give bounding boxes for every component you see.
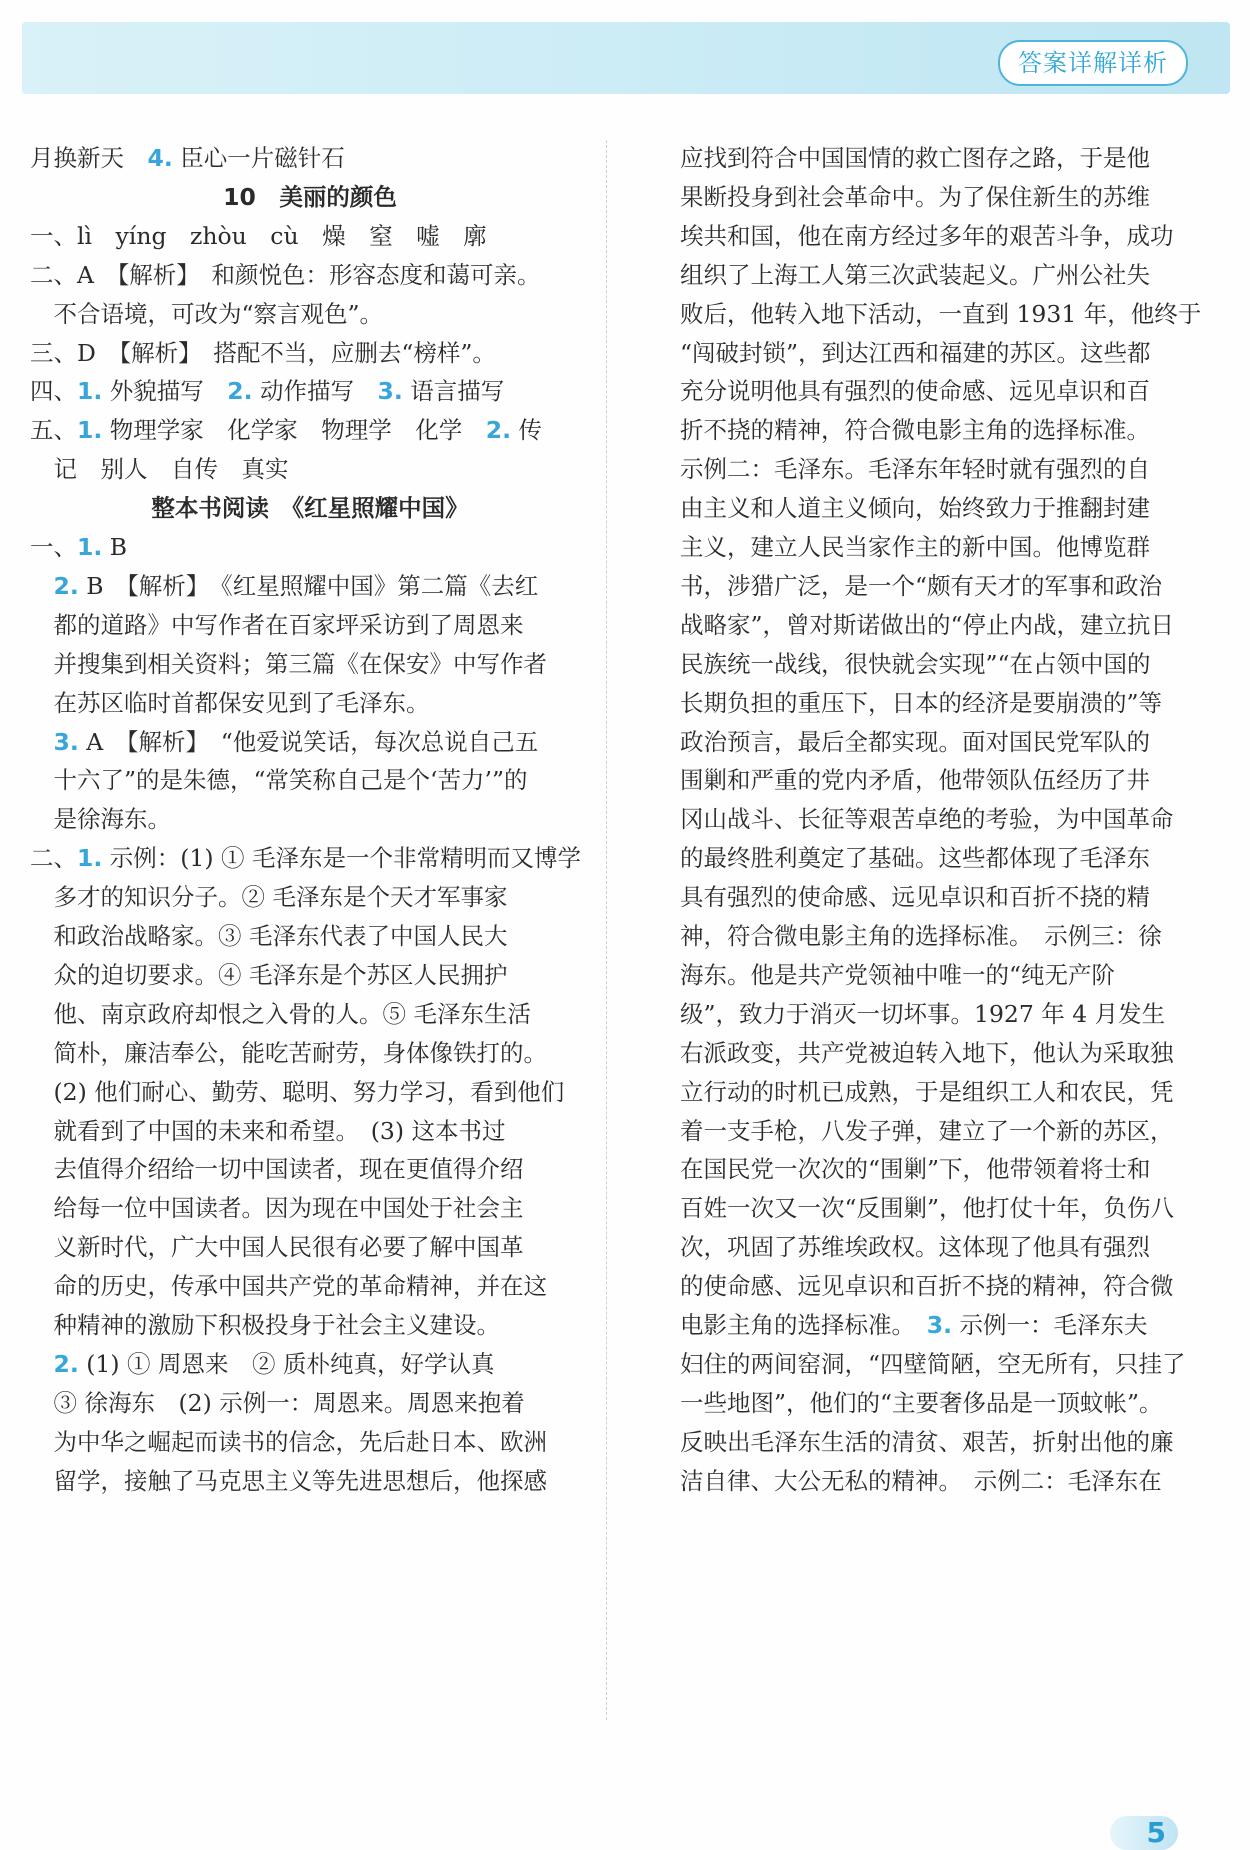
text-segment: 种精神的激励下积极投身于社会主义建设。: [30, 1311, 500, 1339]
text-segment: 留学，接触了马克思主义等先进思想后，他探感: [30, 1466, 547, 1495]
item-number: 3.: [53, 727, 79, 756]
text-segment: 的最终胜利奠定了基础。这些都体现了毛泽东: [680, 844, 1150, 873]
text-segment: (1) ① 周恩来 ② 质朴纯真，好学认真: [78, 1349, 495, 1378]
text-segment: 月换新天: [30, 144, 148, 172]
item-number: 1.: [77, 533, 103, 561]
text-segment: 洁自律、大公无私的精神。 示例二：毛泽东在: [680, 1466, 1162, 1495]
text-segment: 电影主角的选择标准。: [680, 1311, 927, 1339]
answer-badge: 答案详解详析: [998, 40, 1188, 86]
text-segment: 长期负担的重压下，日本的经济是要崩溃的”等: [680, 688, 1163, 717]
text-segment: 给每一位中国读者。因为现在中国处于社会主: [30, 1194, 524, 1223]
text-segment: 具有强烈的使命感、远见卓识和百折不挠的精: [680, 883, 1150, 912]
text-segment: 众的迫切要求。④ 毛泽东是个苏区人民拥护: [30, 960, 508, 989]
text-segment: 主义，建立人民当家作主的新中国。他博览群: [680, 533, 1150, 561]
text-segment: 为中华之崛起而读书的信念，先后赴日本、欧洲: [30, 1427, 547, 1456]
text-segment: 民族统一战线，很快就会实现”“在占领中国的: [680, 649, 1151, 678]
text-segment: 臣心一片磁针石: [172, 144, 345, 172]
text-segment: 是徐海东。: [30, 805, 171, 834]
text-line: 10 美丽的颜色: [223, 182, 397, 211]
text-segment: 四、: [30, 377, 77, 406]
text-segment: 在国民党一次次的“围剿”下，他带领着将士和: [680, 1155, 1151, 1184]
text-segment: 次，巩固了苏维埃政权。这体现了他具有强烈: [680, 1233, 1150, 1262]
text-segment: 动作描写: [252, 377, 378, 406]
text-segment: 都的道路》中写作者在百家坪采访到了周恩来: [30, 610, 524, 639]
text-segment: 埃共和国，他在南方经过多年的艰苦斗争，成功: [680, 221, 1174, 250]
text-segment: [30, 728, 54, 756]
text-segment: B 【解析】 《红星照耀中国》第二篇《去红: [78, 571, 539, 600]
page-number: 5: [1110, 1816, 1178, 1850]
text-segment: 记 别人 自传 真实: [30, 455, 289, 484]
text-segment: 命的历史，传承中国共产党的革命精神，并在这: [30, 1272, 547, 1301]
text-segment: 围剿和严重的党内矛盾，他带领队伍经历了井: [680, 766, 1150, 795]
text-segment: 果断投身到社会革命中。为了保住新生的苏维: [680, 182, 1150, 211]
text-segment: 简朴，廉洁奉公，能吃苦耐劳，身体像铁打的。: [30, 1038, 547, 1067]
text-line: 整本书阅读 《红星照耀中国》: [151, 494, 469, 523]
text-segment: [30, 572, 54, 600]
text-segment: 二、A 【解析】 和颜悦色：形容态度和蔼可亲。: [30, 260, 541, 289]
item-number: 4.: [147, 144, 173, 172]
text-segment: 在苏区临时首都保安见到了毛泽东。: [30, 688, 430, 717]
text-segment: 示例：(1) ① 毛泽东是一个非常精明而又博学: [102, 844, 581, 873]
text-segment: 五、: [30, 416, 77, 445]
text-segment: 多才的知识分子。② 毛泽东是个天才军事家: [30, 883, 508, 912]
text-segment: 着一支手枪，八发子弹，建立了一个新的苏区，: [680, 1116, 1174, 1145]
item-number: 2.: [227, 377, 253, 406]
text-segment: 由主义和人道主义倾向，始终致力于推翻封建: [680, 494, 1150, 523]
item-number: 3.: [926, 1311, 953, 1339]
text-segment: 海东。他是共产党领袖中唯一的“纯无产阶: [680, 960, 1116, 989]
text-line: [30, 1459, 547, 1504]
text-segment: 神，符合微电影主角的选择标准。 示例三：徐: [680, 922, 1162, 950]
text-segment: 书，涉猎广泛，是一个“颇有天才的军事和政治: [680, 571, 1163, 600]
text-segment: 政治预言，最后全都实现。面对国民党军队的: [680, 727, 1150, 756]
item-number: 1.: [77, 377, 103, 406]
text-line: [680, 1459, 1162, 1504]
item-number: 2.: [53, 1349, 79, 1378]
text-segment: 组织了上海工人第三次武装起义。广州公社失: [680, 260, 1150, 289]
text-segment: (2) 他们耐心、勤劳、聪明、努力学习，看到他们: [30, 1077, 565, 1106]
text-segment: 应找到符合中国国情的救亡图存之路，于是他: [680, 144, 1150, 172]
text-segment: ③ 徐海东 (2) 示例一：周恩来。周恩来抱着: [30, 1388, 525, 1417]
text-segment: 就看到了中国的未来和希望。 (3) 这本书过: [30, 1116, 506, 1145]
text-segment: 右派政变，共产党被迫转入地下，他认为采取独: [680, 1038, 1174, 1067]
text-segment: 的使命感、远见卓识和百折不挠的精神，符合微: [680, 1272, 1174, 1301]
text-segment: 冈山战斗、长征等艰苦卓绝的考验，为中国革命: [680, 805, 1174, 834]
text-segment: 义新时代，广大中国人民很有必要了解中国革: [30, 1233, 524, 1262]
text-segment: [30, 1350, 54, 1378]
text-segment: 一些地图”，他们的“主要奢侈品是一顶蚊帐”。: [680, 1388, 1163, 1417]
text-segment: 语言描写: [402, 377, 505, 406]
text-segment: 外貌描写: [102, 377, 228, 406]
text-segment: 充分说明他具有强烈的使命感、远见卓识和百: [680, 377, 1150, 406]
text-segment: 一、lì yíng zhòu cù 燥 窒 嘘 廓: [30, 221, 487, 250]
text-segment: 立行动的时机已成熟，于是组织工人和农民，凭: [680, 1077, 1174, 1106]
text-segment: 百姓一次又一次“反围剿”，他打仗十年，负伤八: [680, 1194, 1175, 1223]
text-segment: 级”，致力于消灭一切坏事。1927 年 4 月发生: [680, 999, 1166, 1028]
text-segment: 战略家”，曾对斯诺做出的“停止内战，建立抗日: [680, 610, 1175, 639]
text-segment: 传: [511, 416, 543, 445]
item-number: 3.: [377, 377, 403, 406]
text-segment: 示例一：毛泽东夫: [952, 1311, 1148, 1339]
text-segment: 折不挠的精神，符合微电影主角的选择标准。: [680, 416, 1150, 445]
column-divider: [606, 140, 607, 1720]
text-segment: 示例二：毛泽东。毛泽东年轻时就有强烈的自: [680, 455, 1150, 484]
text-segment: 去值得介绍给一切中国读者，现在更值得介绍: [30, 1155, 524, 1184]
text-segment: 和政治战略家。③ 毛泽东代表了中国人民大: [30, 922, 508, 950]
text-segment: 十六了”的是朱德，“常笑称自己是个‘苦力’”的: [30, 766, 528, 795]
text-segment: 并搜集到相关资料；第三篇《在保安》中写作者: [30, 649, 547, 678]
text-segment: 二、: [30, 844, 77, 873]
text-segment: 一、: [30, 533, 77, 561]
text-segment: 物理学家 化学家 物理学 化学: [102, 416, 486, 445]
text-segment: 他、南京政府却恨之入骨的人。⑤ 毛泽东生活: [30, 999, 531, 1028]
item-number: 1.: [77, 844, 103, 873]
text-segment: 妇住的两间窑洞，“四壁简陋，空无所有，只挂了: [680, 1349, 1186, 1378]
text-segment: B: [102, 533, 128, 561]
text-segment: 反映出毛泽东生活的清贫、艰苦，折射出他的廉: [680, 1427, 1174, 1456]
item-number: 2.: [53, 571, 79, 600]
item-number: 1.: [77, 416, 103, 445]
text-segment: 三、D 【解析】 搭配不当，应删去“榜样”。: [30, 338, 496, 367]
text-segment: “闯破封锁”，到达江西和福建的苏区。这些都: [680, 338, 1151, 367]
text-segment: A 【解析】 “他爱说笑话，每次总说自己五: [78, 727, 539, 756]
text-segment: 不合语境，可改为“察言观色”。: [30, 299, 384, 328]
item-number: 2.: [485, 416, 512, 445]
text-segment: 败后，他转入地下活动，一直到 1931 年，他终于: [680, 299, 1202, 328]
